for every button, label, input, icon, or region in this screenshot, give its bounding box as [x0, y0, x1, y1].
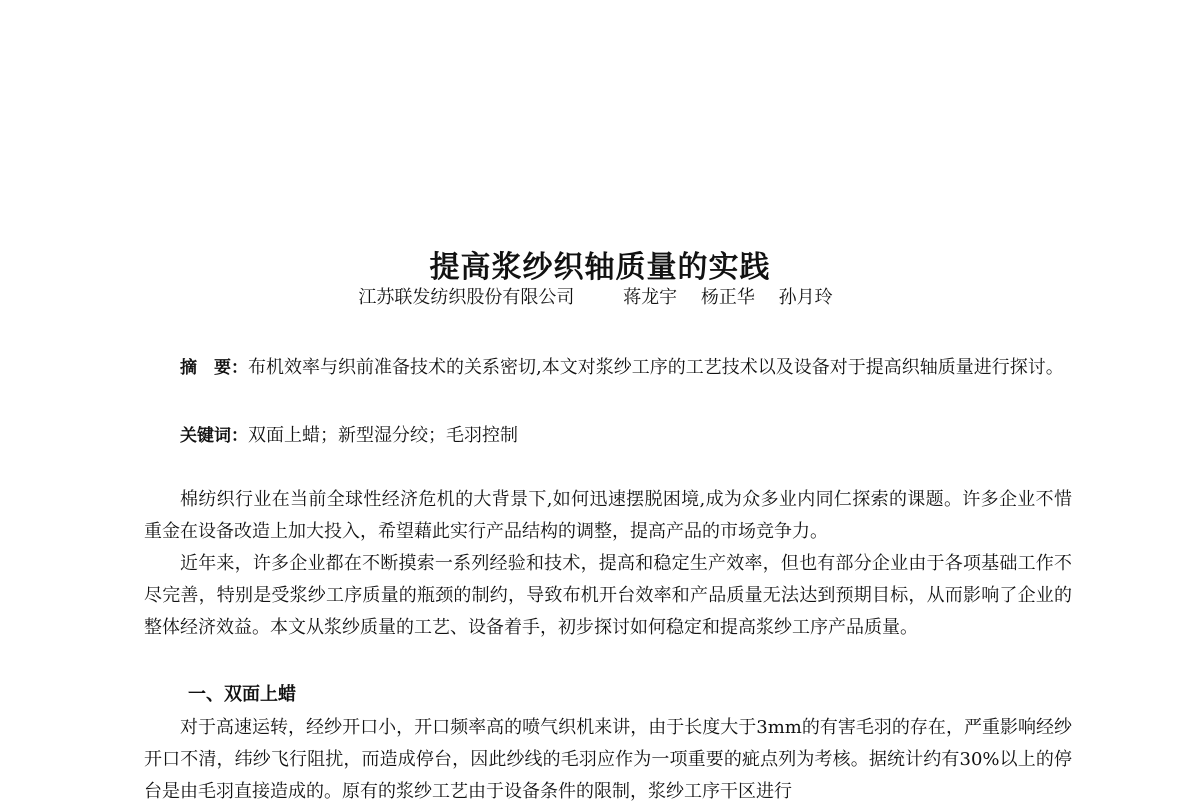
section-heading: 一、双面上蜡: [188, 684, 296, 705]
introduction: [144, 484, 1072, 644]
keywords-text: 双面上蜡；新型湿分绞；毛羽控制: [248, 425, 518, 446]
abstract-text: 布机效率与织前准备技术的关系密切,本文对浆纱工序的工艺技术以及设备对于提高织轴质量进行探讨。: [248, 357, 1064, 378]
keywords: [144, 420, 1072, 452]
body-paragraph: 棉纺织行业在当前全球性经济危机的大背景下,如何迅速摆脱困境,成为众多业内同仁探索的课题。许多企业不惜重金在设备改造上加大投入，希望藉此实行产品结构的调整，提高产品的市场竞争力。: [144, 489, 1072, 542]
author-organization: 江苏联发纺织股份有限公司: [358, 287, 575, 308]
author-name: 杨正华: [700, 287, 755, 308]
abstract: [144, 352, 1072, 384]
keywords-label: 关键词：: [180, 426, 248, 446]
abstract-label: 摘 要：: [180, 358, 248, 378]
paper-title: 提高浆纱织轴质量的实践: [429, 250, 771, 286]
body-paragraph: 对于高速运转，经纱开口小，开口频率高的喷气织机来讲，由于长度大于3mm的有害毛羽的存在，严重影响经纱开口不清，纬纱飞行阻扰，而造成停台，因此纱线的毛羽应作为一项重要的疵点列为考核。据统计约有30%以上的停台是由毛羽直接造成的。原有的浆纱工艺由于设备条件的限制，浆纱工序干区进行: [144, 717, 1072, 802]
author-name: 蒋龙宇: [623, 287, 678, 308]
body-paragraph: 近年来，许多企业都在不断摸索一系列经验和技术，提高和稳定生产效率，但也有部分企业由于各项基础工作不尽完善，特别是受浆纱工序质量的瓶颈的制约，导致布机开台效率和产品质量无法达到预期目标，从而影响了企业的整体经济效益。本文从浆纱质量的工艺、设备着手，初步探讨如何稳定和提高浆纱工序产品质量。: [144, 553, 1072, 638]
author-name: 孙月玲: [778, 287, 833, 308]
section-1-body: [144, 712, 1072, 808]
author-line: [0, 283, 1200, 309]
